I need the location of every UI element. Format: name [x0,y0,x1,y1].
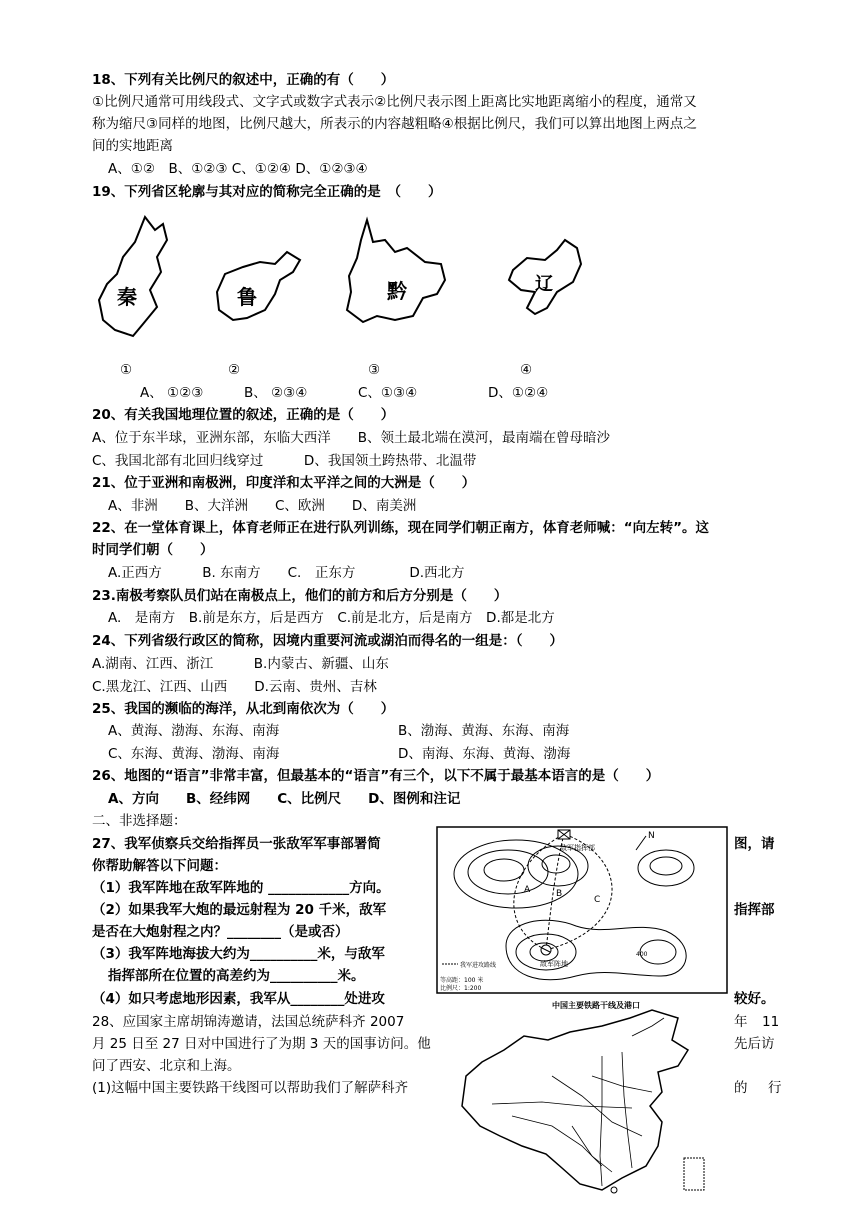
china-outline [462,1010,688,1190]
q19-num-1: ① [120,362,133,378]
q26-options: A、方向 B、经纬网 C、比例尺 D、图例和注记 [108,791,461,807]
q19-option-b: B、 ②③④ [244,385,308,401]
q24-options-cd: C.黑龙江、江西、山西 D.云南、贵州、吉林 [92,679,377,695]
province-label-3: 黔 [387,279,407,303]
enemy-deployment-map [436,826,728,994]
q19-stem: 19、下列省区轮廓与其对应的简称完全正确的是 （ ） [92,184,442,200]
q20-options-cd: C、我国北部有北回归线穿过 D、我国领土跨热带、北温带 [92,453,477,469]
q20-stem: 20、有关我国地理位置的叙述，正确的是（ ） [92,407,395,423]
map-label-b: B [556,889,563,899]
railway-map-title: 中国主要铁路干线及港口 [552,1001,640,1010]
q28-line4-right-2: 行 [768,1080,782,1096]
q22-options: A.正西方 B. 东南方 C. 正东方 D.西北方 [108,565,465,581]
q28-line2: 月 25 日至 27 日对中国进行了为期 3 天的国事访问。他 [92,1036,431,1052]
q27-line1: 27、我军侦察兵交给指挥员一张敌军军事部署简 [92,836,381,852]
q19-num-3: ③ [368,362,381,378]
q19-option-c: C、①③④ [358,385,418,401]
q28-line2-right: 先后访 [734,1036,775,1052]
q26-stem: 26、地图的“语言”非常丰富，但最基本的“语言”有三个，以下不属于最基本语言的是（ ） [92,768,660,784]
q18-options: A、①② B、①②③ C、①②④ D、①②③④ [108,161,368,177]
province-label-4: 辽 [535,274,553,295]
q22-line1: 22、在一堂体育课上，体育老师正在进行队列训练，现在同学们朝正南方，体育老师喊：“向左转”。这 [92,520,710,536]
q21-stem: 21、位于亚洲和南极洲，印度洋和太平洋之间的大洲是（ ） [92,475,476,491]
q18-line2: 称为缩尺③同样的地图，比例尺越大，所表示的内容越粗略④根据比例尺，我们可以算出地图上两点之 [92,116,697,132]
q27-part2: （2）如果我军大炮的最远射程为 20 千米，敌军 [92,902,387,918]
q24-stem: 24、下列省级行政区的简称，因境内重要河流或湖泊而得名的一组是：（ ） [92,633,564,649]
map-label-a: A [524,885,531,895]
map-legend-contour-interval: 等高距：100 米 [440,977,484,984]
map-legend-route: 我军进攻路线 [460,962,497,969]
q22-line2: 时同学们朝（ ） [92,542,214,558]
map-contour-value: 400 [636,951,648,958]
map-legend-scale: 比例尺：1:200 [440,985,482,992]
q28-line4-right-1: 的 [734,1080,748,1096]
q28-line4: (1)这幅中国主要铁路干线图可以帮助我们了解萨科齐 [92,1080,409,1096]
q19-option-a: A、 ①②③ [140,385,204,401]
q25-option-a: A、黄海、渤海、东海、南海 [108,723,280,739]
q18-line1: ①比例尺通常可用线段式、文字式或数字式表示②比例尺表示图上距离比实地距离缩小的程度，通常又 [92,94,697,110]
q23-stem: 23.南极考察队员们站在南极点上，他们的前方和后方分别是（ ） [92,588,508,604]
map-label-c: C [594,895,601,905]
q23-options: A. 是南方 B.前是东方，后是西方 C.前是北方，后是南方 D.都是北方 [108,610,555,626]
province-outline-2 [217,252,300,320]
q24-options-ab: A.湖南、江西、浙江 B.内蒙古、新疆、山东 [92,656,389,672]
province-outline-1 [99,217,167,336]
province-label-1: 秦 [117,285,137,309]
q21-options: A、非洲 B、大洋洲 C、欧洲 D、南美洲 [108,498,417,514]
q27-part2-right: 指挥部 [734,902,775,918]
q27-line2: 你帮助解答以下问题： [92,858,227,874]
q27-part3: （3）我军阵地海拔大约为__________米，与敌军 [92,946,385,962]
q19-num-2: ② [228,362,241,378]
q27-line1-right: 图，请 [734,836,775,852]
q25-option-c: C、东海、黄海、渤海、南海 [108,746,280,762]
map-north-label: N [648,831,655,841]
china-railway-map [452,996,722,1212]
map-label-enemy-position: 敌军阵地 [540,960,568,968]
q19-num-4: ④ [520,362,533,378]
map-label-headquarters: 敌军指挥部 [560,844,595,852]
q25-option-b: B、渤海、黄海、东海、南海 [398,723,570,739]
q27-part3-line2: 指挥部所在位置的高差约为__________米。 [108,968,365,984]
province-outline-3 [347,220,445,322]
q25-stem: 25、我国的濒临的海洋，从北到南依次为（ ） [92,701,395,717]
q27-part2-line2: 是否在大炮射程之内？________（是或否） [92,924,349,940]
q28-line3: 问了西安、北京和上海。 [92,1058,241,1074]
q27-part1: （1）我军阵地在敌军阵地的 ____________方向。 [92,880,390,896]
section-two-heading: 二、非选择题： [92,813,187,829]
q25-option-d: D、南海、东海、黄海、渤海 [398,746,571,762]
province-outlines-figure [95,212,615,342]
q19-option-d: D、①②④ [488,385,549,401]
q20-options-ab: A、位于东半球，亚洲东部，东临大西洋 B、领土最北端在漠河，最南端在曾母暗沙 [92,430,610,446]
q28-line1-right-2: 11 [762,1014,780,1030]
q18-stem: 18、下列有关比例尺的叙述中，正确的有（ ） [92,72,395,88]
q27-part4: （4）如只考虑地形因素，我军从________处进攻 [92,991,385,1007]
province-label-2: 鲁 [237,285,257,309]
q28-line1-right-1: 年 [734,1014,748,1030]
q28-line1: 28、应国家主席胡锦涛邀请，法国总统萨科齐 2007 [92,1014,405,1030]
q18-line3: 间的实地距离 [92,138,173,154]
q27-part4-right: 较好。 [734,991,775,1007]
